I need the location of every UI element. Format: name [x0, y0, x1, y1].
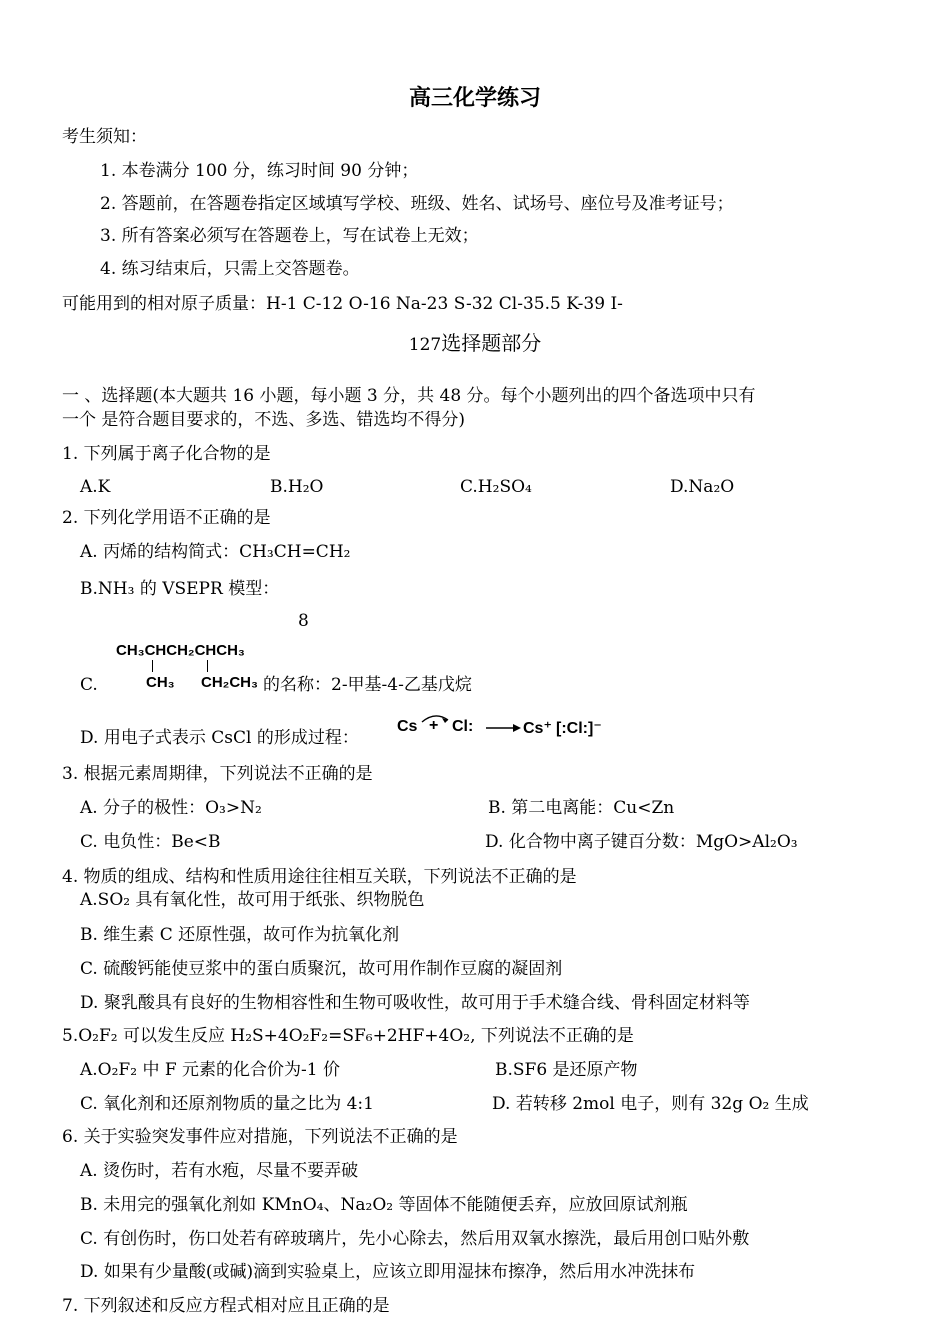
section-one-instructions: 一 、选择题(本大题共 16 小题，每小题 3 分，共 48 分。每个小题列出的四个备选项中只有: [62, 386, 756, 406]
atomic-masses-cont: 127: [408, 335, 442, 355]
q3-option-b: B. 第二电离能：Cu<Zn: [488, 798, 675, 818]
q2-option-c-text: 的名称：2-甲基-4-乙基戊烷: [263, 675, 472, 695]
page-title: 高三化学练习: [408, 86, 541, 111]
q5-option-b: B.SF6 是还原产物: [495, 1060, 638, 1080]
q6-stem: 6. 关于实验突发事件应对措施，下列说法不正确的是: [62, 1127, 458, 1147]
notice-item: 2. 答题前，在答题卷指定区域填写学校、班级、姓名、试场号、座位号及准考证号；: [100, 194, 734, 214]
q2-option-c-label: C.: [80, 675, 98, 695]
structural-formula-branch: CH₃: [146, 674, 175, 691]
section-one-instructions-cont: 一个 是符合题目要求的，不选、多选、错选均不得分): [62, 410, 466, 430]
q2-option-a: A. 丙烯的结构简式：CH₃CH=CH₂: [80, 542, 351, 562]
q6-option-d: D. 如果有少量酸(或碱)滴到实验桌上，应该立即用湿抹布擦净，然后用水冲洗抹布: [80, 1262, 696, 1282]
notice-label: 考生须知：: [62, 127, 147, 147]
electron-formula-cl-ion: [:Cl:]⁻: [556, 720, 602, 737]
electron-formula-cs: Cs: [397, 718, 418, 735]
electron-formula-cs-ion: Cs⁺: [523, 720, 552, 737]
vsepr-figure-label: 8: [298, 611, 309, 631]
q1-option-c: C.H₂SO₄: [460, 477, 532, 497]
q3-option-a: A. 分子的极性：O₃>N₂: [80, 798, 262, 818]
bond-line: [152, 660, 153, 672]
electron-formula-plus: +: [429, 717, 439, 734]
q4-stem: 4. 物质的组成、结构和性质用途往往相互关联，下列说法不正确的是: [62, 867, 577, 887]
q5-option-d: D. 若转移 2mol 电子，则有 32g O₂ 生成: [492, 1094, 809, 1114]
q2-stem: 2. 下列化学用语不正确的是: [62, 508, 271, 528]
q2-option-d: D. 用电子式表示 CsCl 的形成过程：: [80, 728, 359, 748]
notice-item: 3. 所有答案必须写在答题卷上，写在试卷上无效；: [100, 226, 479, 246]
q5-option-a: A.O₂F₂ 中 F 元素的化合价为-1 价: [80, 1060, 341, 1080]
q3-option-d: D. 化合物中离子键百分数：MgO>Al₂O₃: [485, 832, 798, 852]
q5-option-c: C. 氧化剂和还原剂物质的量之比为 4:1: [80, 1094, 374, 1114]
electron-formula-arrows: [395, 712, 615, 746]
q4-option-c: C. 硫酸钙能使豆浆中的蛋白质聚沉，故可用作制作豆腐的凝固剂: [80, 959, 563, 979]
notice-item: 1. 本卷满分 100 分，练习时间 90 分钟；: [100, 161, 419, 181]
q1-option-b: B.H₂O: [270, 477, 324, 497]
section-heading: [0, 332, 950, 356]
q2-option-b: B.NH₃ 的 VSEPR 模型：: [80, 579, 280, 599]
notice-item: 4. 练习结束后，只需上交答题卷。: [100, 259, 360, 279]
q4-option-a: A.SO₂ 具有氧化性，故可用于纸张、织物脱色: [80, 890, 425, 910]
q6-option-b: B. 未用完的强氧化剂如 KMnO₄、Na₂O₂ 等固体不能随便丢弃，应放回原试剂瓶: [80, 1195, 688, 1215]
structural-formula-branch: CH₂CH₃: [201, 674, 258, 691]
q6-option-c: C. 有创伤时，伤口处若有碎玻璃片，先小心除去，然后用双氧水擦洗，最后用创口贴外敷: [80, 1229, 750, 1249]
q1-stem: 1. 下列属于离子化合物的是: [62, 444, 271, 464]
bond-line: [207, 660, 208, 672]
q1-option-a: A.K: [80, 477, 111, 497]
electron-formula: [395, 712, 615, 746]
atomic-masses: 可能用到的相对原子质量：H-1 C-12 O-16 Na-23 S-32 Cl-35.5 K-39 I-: [62, 294, 623, 314]
q7-stem: 7. 下列叙述和反应方程式相对应且正确的是: [62, 1296, 390, 1316]
structural-formula-main: CH₃CHCH₂CHCH₃: [116, 642, 245, 659]
electron-formula-cl: Cl:: [452, 718, 474, 735]
q1-option-d: D.Na₂O: [670, 477, 735, 497]
q3-option-c: C. 电负性：Be<B: [80, 832, 221, 852]
q4-option-b: B. 维生素 C 还原性强，故可作为抗氧化剂: [80, 925, 400, 945]
q4-option-d: D. 聚乳酸具有良好的生物相容性和生物可吸收性，故可用于手术缝合线、骨科固定材料等: [80, 993, 750, 1013]
q5-stem: 5.O₂F₂ 可以发生反应 H₂S+4O₂F₂=SF₆+2HF+4O₂, 下列说法不正确的是: [62, 1026, 634, 1046]
section-title: 选择题部分: [441, 331, 542, 355]
q3-stem: 3. 根据元素周期律，下列说法不正确的是: [62, 764, 373, 784]
q6-option-a: A. 烫伤时，若有水疱，尽量不要弄破: [80, 1161, 359, 1181]
